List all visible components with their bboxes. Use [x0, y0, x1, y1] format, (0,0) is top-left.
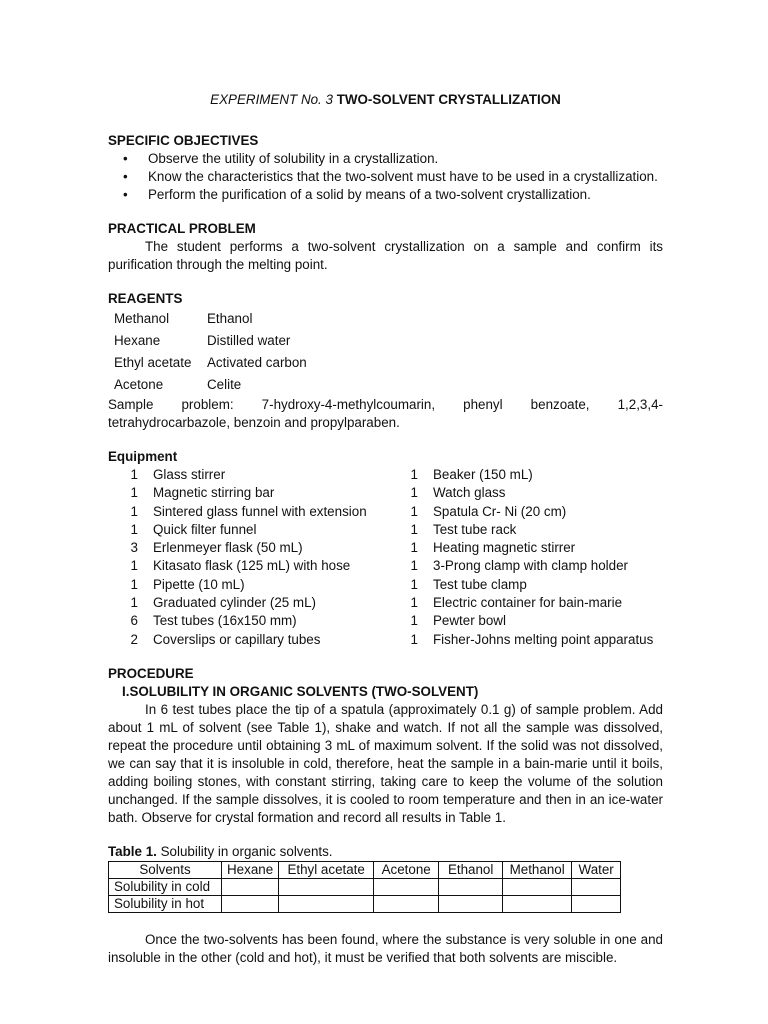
- equipment-name: Fisher-Johns melting point apparatus: [433, 631, 654, 647]
- reagent-item: Celite: [207, 377, 242, 392]
- equipment-qty: 1: [130, 467, 138, 482]
- table-cell: [439, 878, 503, 895]
- experiment-title: [108, 91, 663, 109]
- equipment-name: Glass stirrer: [153, 467, 226, 482]
- equipment-name: Magnetic stirring bar: [153, 485, 275, 501]
- equipment-qty: 1: [410, 503, 418, 519]
- table-cell: [572, 895, 621, 912]
- table-header-cell: Ethanol: [439, 861, 503, 878]
- equipment-qty: 1: [410, 467, 418, 482]
- equipment-name: Beaker (150 mL): [433, 467, 533, 482]
- table-header-cell: Ethyl acetate: [279, 861, 374, 878]
- reagent-item: Distilled water: [207, 333, 291, 348]
- table-header-cell: Methanol: [503, 861, 572, 878]
- reagents-row: [113, 352, 313, 374]
- objectives-heading: SPECIFIC OBJECTIVES: [108, 133, 259, 148]
- equipment-name: Test tube rack: [433, 521, 517, 537]
- objectives-list: [108, 150, 663, 204]
- equipment-qty: 1: [130, 558, 138, 574]
- table-header-cell: Solvents: [109, 861, 222, 878]
- equipment-qty: 1: [410, 595, 418, 611]
- equipment-qty: 3: [130, 540, 138, 556]
- reagent-item: Hexane: [114, 333, 161, 348]
- table-cell: [374, 895, 439, 912]
- equipment-heading: Equipment: [108, 449, 178, 464]
- reagents-row: [113, 308, 313, 330]
- equipment-name: Pewter bowl: [433, 613, 506, 629]
- reagents-table: [113, 308, 313, 396]
- title-main: TWO-SOLVENT CRYSTALLIZATION: [336, 92, 561, 107]
- table-caption: [108, 843, 663, 861]
- equipment-name: Test tubes (16x150 mm): [153, 613, 297, 629]
- closing-paragraph: Once the two-solvents has been found, where the substance is very soluble in one and insoluble in the other (cold and hot), it must be verified that both solvents are miscible.: [108, 931, 663, 965]
- table-cell: [222, 878, 279, 895]
- procedure-subheading: I.SOLUBILITY IN ORGANIC SOLVENTS (TWO-SOLVENT): [122, 683, 479, 699]
- objective-item: • Observe the utility of solubility in a crystallization.: [148, 150, 663, 168]
- table-row: [109, 895, 621, 912]
- practical-problem-text: The student performs a two-solvent crystallization on a sample and confirm its purification through the melting point.: [108, 239, 663, 272]
- table-header-cell: Hexane: [222, 861, 279, 878]
- reagents-heading: REAGENTS: [108, 291, 183, 306]
- practical-problem-heading: PRACTICAL PROBLEM: [108, 221, 256, 236]
- reagent-item: Acetone: [114, 377, 164, 392]
- reagent-item: Activated carbon: [207, 355, 307, 370]
- equipment-qty: 1: [130, 485, 138, 501]
- equipment-qty: 1: [130, 521, 138, 537]
- equipment-qty: 6: [130, 613, 138, 629]
- equipment-name: Heating magnetic stirrer: [433, 540, 576, 556]
- equipment-name: Electric container for bain-marie: [433, 595, 623, 611]
- reagents-row: [113, 330, 313, 352]
- equipment-qty: 1: [410, 521, 418, 537]
- objective-item: • Perform the purification of a solid by means of a two-solvent crystallization.: [148, 186, 663, 204]
- equipment-qty: 1: [410, 576, 418, 592]
- solubility-table: [108, 861, 621, 913]
- reagent-item: Ethanol: [207, 311, 253, 326]
- equipment-qty: 1: [130, 503, 138, 519]
- table-cell: [374, 878, 439, 895]
- equipment-name: Pipette (10 mL): [153, 576, 245, 592]
- equipment-column-right: [388, 466, 653, 649]
- table-cell: [222, 895, 279, 912]
- procedure-heading: PROCEDURE: [108, 665, 194, 681]
- equipment-name: Test tube clamp: [433, 576, 527, 592]
- table-header-cell: Acetone: [374, 861, 439, 878]
- equipment-name: Coverslips or capillary tubes: [153, 631, 321, 647]
- equipment-qty: 1: [410, 558, 418, 574]
- table-cell: [503, 878, 572, 895]
- table-caption-label: Table 1.: [108, 843, 157, 859]
- title-prefix: EXPERIMENT No. 3: [210, 92, 333, 107]
- page-content: [108, 91, 663, 967]
- equipment-qty: 1: [130, 576, 138, 592]
- equipment-name: 3-Prong clamp with clamp holder: [433, 558, 628, 574]
- table-header-row: [109, 861, 621, 878]
- table-cell: [439, 895, 503, 912]
- equipment-name: Quick filter funnel: [153, 521, 257, 537]
- equipment-qty: 1: [410, 631, 418, 647]
- reagent-item: Methanol: [114, 311, 170, 326]
- table-cell: [503, 895, 572, 912]
- equipment-qty: 1: [410, 485, 418, 501]
- table-cell: [279, 895, 374, 912]
- sample-problem-text: Sample problem: 7-hydroxy-4-methylcoumarin, phenyl benzoate, 1,2,3,4-tetrahydrocarbazole, benzoin and propylparaben.: [108, 397, 663, 430]
- objective-item: • Know the characteristics that the two-solvent must have to be used in a crystallization.: [148, 168, 663, 186]
- equipment-column-left: [108, 466, 388, 649]
- table-cell: [572, 878, 621, 895]
- table-header-cell: Water: [572, 861, 621, 878]
- equipment-name: Graduated cylinder (25 mL): [153, 595, 316, 611]
- table-row-label: Solubility in hot: [109, 895, 222, 912]
- equipment-name: Erlenmeyer flask (50 mL): [153, 540, 303, 556]
- table-caption-text: Solubility in organic solvents.: [156, 843, 333, 859]
- equipment-qty: 1: [130, 595, 138, 611]
- procedure-text: In 6 test tubes place the tip of a spatula (approximately 0.1 g) of sample problem. Add about 1 mL of solvent (see Table 1), shake and watch. If not all the sample was dissolved, repeat the procedure until obtaining 3 mL of maximum solvent. If the solid was not dissolved, we can say that it is insoluble in cold, therefore, heat the sample in a bain-marie until it boils, adding boiling stones, with constant stirring, taking care to keep the volume of the solution unchanged. If the sample dissolves, it is cooled to room temperature and then in an ice-water bath. Observe for crystal formation and record all results in Table 1.: [108, 701, 663, 825]
- table-row: [109, 878, 621, 895]
- equipment-name: Kitasato flask (125 mL) with hose: [153, 558, 351, 574]
- equipment-qty: 1: [410, 613, 418, 629]
- reagent-item: Ethyl acetate: [114, 355, 192, 370]
- equipment-list: [108, 466, 663, 649]
- table-cell: [279, 878, 374, 895]
- table-row-label: Solubility in cold: [109, 878, 222, 895]
- equipment-qty: 2: [130, 631, 138, 647]
- equipment-name: Spatula Cr- Ni (20 cm): [433, 503, 567, 519]
- equipment-name: Sintered glass funnel with extension: [153, 503, 367, 519]
- equipment-name: Watch glass: [433, 485, 506, 501]
- reagents-row: [113, 374, 313, 396]
- equipment-qty: 1: [410, 540, 418, 556]
